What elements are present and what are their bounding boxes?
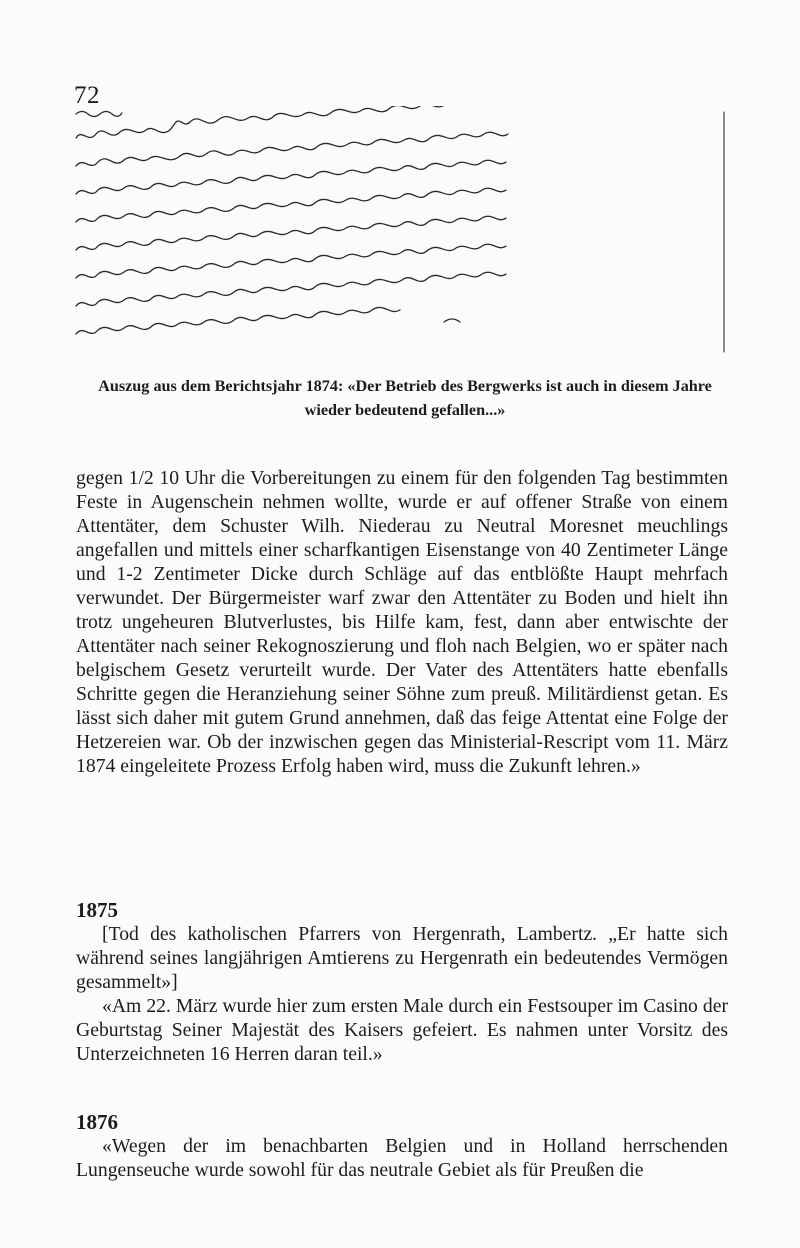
- body-paragraph: [76, 922, 728, 1066]
- handwritten-manuscript-image: [74, 106, 726, 368]
- figure-caption: Auszug aus dem Berichtsjahr 1874: «Der Betrieb des Bergwerks ist auch in diesem Jahre wieder bedeutend gefallen...»: [98, 377, 712, 419]
- paragraph-text: gegen 1/2 10 Uhr die Vorbereitungen zu einem für den folgenden Tag bestimmten Feste in Augenschein nehmen wollte, wurde er auf offener Straße von einem Attentäter, dem Schuster Wilh. Niederau zu Neutral Moresnet meuchlings angefallen und mittels einer scharfkantigen Eisenstange von 40 Zentimeter Länge und 1-2 Zentimeter Dicke durch Schläge auf das entblößte Haupt mehrfach verwundet. Der Bürgermeister warf zwar den Attentäter zu Boden und hielt ihn trotz ungeheuren Blutverlustes, bis Hilfe kam, fest, dann aber entwischte der Attentäter nach seiner Rekognoszierung und floh nach Belgien, wo er später nach belgischem Gesetz verurteilt wurde. Der Vater des Attentäters hatte ebenfalls Schritte gegen die Heranziehung seiner Söhne zum preuß. Militärdienst getan. Es lässt sich daher mit gutem Grund annehmen, daß das feige Attentat eine Folge der Hetzereien war. Ob der inzwischen gegen das Ministerial-Rescript vom 11. März 1874 eingeleitete Prozess Erfolg haben wird, muss die Zukunft lehren.»: [76, 467, 728, 777]
- body-paragraph: [76, 466, 728, 778]
- paragraph-text: «Wegen der im benachbarten Belgien und in Holland herrschenden Lungenseuche wurde sowohl für das neutrale Gebiet als für Preußen die: [76, 1135, 728, 1181]
- paragraph-text: «Am 22. März wurde hier zum ersten Male durch ein Festsouper im Casino der Geburtstag Seiner Majestät des Kaisers gefeiert. Es nahmen unter Vorsitz des Unterzeichneten 16 Herren daran teil.»: [76, 995, 728, 1065]
- paragraph-text: [Tod des katholischen Pfarrers von Hergenrath, Lambertz. „Er hatte sich während seines langjährigen Amtierens zu Hergenrath ein bedeutendes Vermögen gesammelt»]: [76, 923, 728, 993]
- page-number: 72: [74, 82, 100, 109]
- body-paragraph: [76, 1134, 728, 1182]
- year-heading-1876: 1876: [76, 1110, 118, 1134]
- year-heading-1875: 1875: [76, 898, 118, 922]
